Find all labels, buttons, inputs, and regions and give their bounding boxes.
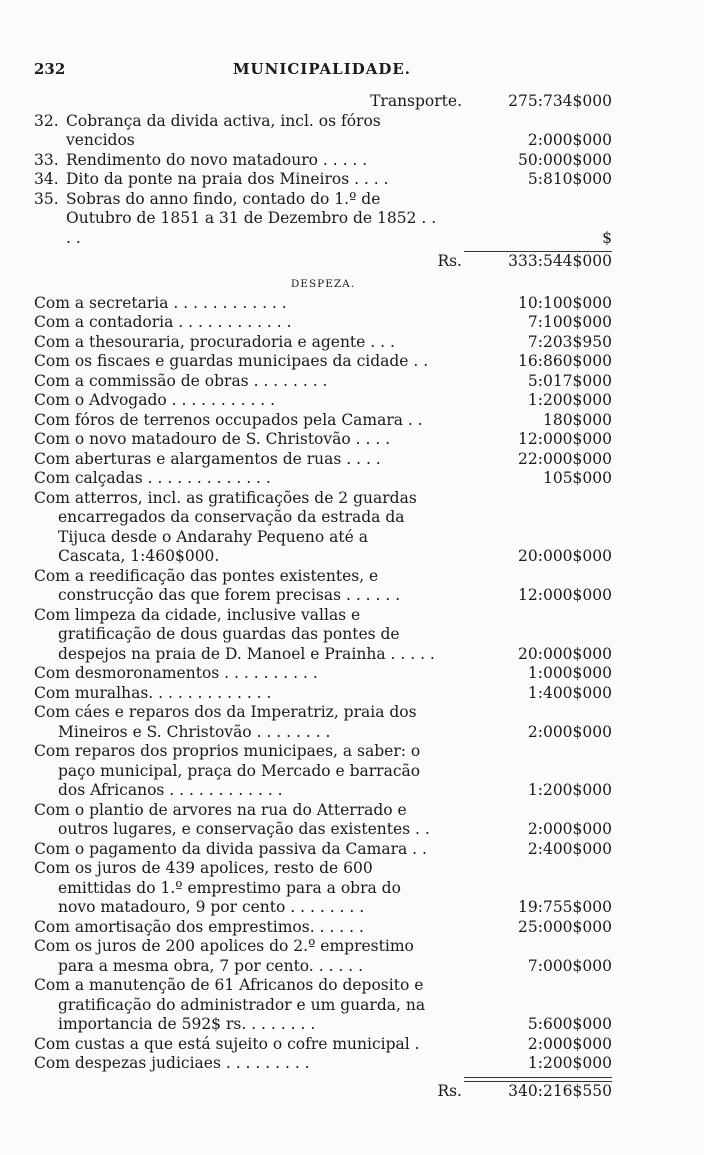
despeza-total-amount: 340:216$550: [508, 1081, 612, 1100]
despeza-item-amount: 2:000$000: [527, 722, 612, 741]
despeza-item-amount: 105$000: [542, 469, 612, 487]
despeza-item-text: Com a secretaria . . . . . . . . . . . .: [34, 293, 287, 312]
despeza-item-text: Com despezas judiciaes . . . . . . . . .: [34, 1054, 310, 1072]
despeza-item-text: Com os fiscaes e guardas municipaes da cidade . .: [34, 352, 429, 370]
despeza-item-text: Com o Advogado . . . . . . . . . . .: [34, 391, 276, 409]
despeza-item-text: Com desmoronamentos . . . . . . . . . .: [34, 664, 318, 682]
despeza-item-text: Com o novo matadouro de S. Christovão . . . .: [34, 430, 391, 448]
despeza-item: [34, 567, 612, 606]
despeza-item-amount: 1:200$000: [527, 391, 612, 409]
despeza-item-amount: 20:000$000: [518, 547, 612, 565]
despeza-item: [34, 489, 612, 567]
despeza-item-text: Com a manutenção de 61 Africanos do deposito e gratificação do administrador e um guarda, na importancia de 592$ rs. . . . . . . .: [34, 976, 426, 1033]
despeza-item: [34, 801, 612, 840]
despeza-item-text: Com o plantio de arvores na rua do Atterrado e outros lugares, e conservação das existentes . .: [34, 800, 430, 838]
despeza-item-amount: 1:200$000: [527, 1054, 612, 1072]
despeza-item-text: Com a reedificação das pontes existentes, e construcção das que forem precisas . . . . . .: [34, 566, 401, 604]
despeza-item: [34, 606, 612, 665]
receita-item-amount: $: [602, 228, 612, 247]
receita-item-number: 34.: [34, 170, 59, 188]
despeza-item: [34, 294, 612, 314]
receita-item-amount: 5:810$000: [527, 170, 612, 188]
despeza-item: [34, 1035, 612, 1055]
despeza-item: [34, 1054, 612, 1074]
page-title: MUNICIPALIDADE.: [232, 60, 412, 78]
despeza-item-text: Com a thesouraria, procuradoria e agente . . .: [34, 332, 395, 351]
receita-item-text: Cobrança da divida activa, incl. os fóros vencidos: [66, 111, 381, 149]
despeza-item-amount: 10:100$000: [518, 293, 612, 312]
despeza-item: [34, 840, 612, 860]
despeza-item: [34, 333, 612, 353]
despeza-item-amount: 20:000$000: [518, 644, 612, 663]
transporte-amount: 275:734$000: [508, 92, 612, 110]
despeza-item-text: Com fóros de terrenos occupados pela Camara . .: [34, 410, 423, 429]
despeza-total-row: [34, 1082, 612, 1102]
receita-item: [34, 190, 612, 249]
despeza-item: [34, 859, 612, 918]
despeza-item-text: Com limpeza da cidade, inclusive vallas e gratificação de dous guardas das pontes de despejos na praia de D. Manoel e Prainha . . . . .: [34, 605, 435, 663]
receita-item-label: [34, 190, 612, 249]
receita-item: [34, 112, 612, 151]
despeza-item: [34, 684, 612, 704]
receita-items: [34, 112, 612, 249]
despeza-item-amount: 7:203$950: [527, 332, 612, 351]
despeza-item-text: Com a contadoria . . . . . . . . . . . .: [34, 313, 292, 331]
despeza-heading: DESPEZA.: [290, 277, 356, 290]
despeza-item-amount: 1:400$000: [527, 683, 612, 702]
receita-total-label: Rs.: [437, 252, 462, 270]
receita-item-text: Rendimento do novo matadouro . . . . .: [66, 150, 368, 169]
despeza-item-text: Com reparos dos proprios municipaes, a saber: o paço municipal, praça do Mercado e barracão dos Africanos . . . . . . . . . . . .: [34, 742, 421, 799]
despeza-items: [34, 294, 612, 1074]
despeza-item: [34, 742, 612, 801]
receita-section: [34, 92, 612, 1101]
receita-item-number: 32.: [34, 111, 59, 130]
despeza-item-amount: 5:600$000: [527, 1015, 612, 1033]
despeza-item: [34, 372, 612, 392]
page-number: 232: [34, 60, 66, 78]
despeza-item-amount: 2:400$000: [527, 839, 612, 858]
despeza-item: [34, 313, 612, 333]
receita-item-text: Dito da ponte na praia dos Mineiros . . . .: [66, 170, 389, 188]
receita-item-number: 35.: [34, 189, 59, 208]
despeza-item-amount: 22:000$000: [518, 449, 612, 468]
despeza-item-text: Com calçadas . . . . . . . . . . . . .: [34, 469, 271, 487]
despeza-item-text: Com os juros de 439 apolices, resto de 600 emittidas do 1.º emprestimo para a obra do novo matadouro, 9 por cento . . . . . . . .: [34, 859, 401, 916]
despeza-item-amount: 5:017$000: [527, 371, 612, 390]
despeza-item: [34, 469, 612, 489]
transporte-row: [34, 92, 612, 112]
despeza-item-text: Com o pagamento da divida passiva da Camara . .: [34, 839, 427, 858]
despeza-item-amount: 180$000: [542, 410, 612, 429]
despeza-item-amount: 2:000$000: [527, 1034, 612, 1053]
despeza-item-amount: 25:000$000: [518, 917, 612, 936]
despeza-item-amount: 7:000$000: [527, 956, 612, 975]
despeza-item-amount: 2:000$000: [527, 820, 612, 838]
receita-item-number: 33.: [34, 150, 59, 169]
despeza-item: [34, 664, 612, 684]
receita-total-amount: 333:544$000: [508, 252, 612, 270]
despeza-item-amount: 12:000$000: [518, 430, 612, 448]
receita-item-amount: 50:000$000: [518, 150, 612, 169]
transporte-label: Transporte.: [370, 92, 462, 110]
despeza-item-text: Com custas a que está sujeito o cofre municipal .: [34, 1034, 420, 1053]
despeza-item: [34, 703, 612, 742]
despeza-item: [34, 918, 612, 938]
receita-item-label: [34, 170, 612, 190]
despeza-item: [34, 391, 612, 411]
despeza-item-amount: 19:755$000: [518, 898, 612, 916]
despeza-item: [34, 450, 612, 470]
receita-item: [34, 151, 612, 171]
page-header: [34, 60, 610, 84]
despeza-item-text: Com cáes e reparos dos da Imperatriz, praia dos Mineiros e S. Christovão . . . . . . . .: [34, 703, 417, 741]
despeza-total-label: Rs.: [437, 1081, 462, 1100]
despeza-item: [34, 430, 612, 450]
despeza-item-amount: 1:200$000: [527, 781, 612, 799]
receita-total-row: [34, 252, 612, 272]
despeza-item-amount: 1:000$000: [527, 664, 612, 682]
despeza-item-text: Com a commissão de obras . . . . . . . .: [34, 371, 328, 390]
despeza-item-text: Com amortisação dos emprestimos. . . . . .: [34, 917, 364, 936]
receita-item: [34, 170, 612, 190]
despeza-item: [34, 352, 612, 372]
despeza-item-amount: 12:000$000: [518, 586, 612, 604]
despeza-item-text: Com atterros, incl. as gratificações de 2 guardas encarregados da conservação da estrada da Tijuca desde o Andarahy Pequeno até a Cascata, 1:460$000.: [34, 488, 417, 565]
despeza-item: [34, 976, 612, 1035]
receita-item-amount: 2:000$000: [527, 131, 612, 149]
despeza-item-text: Com aberturas e alargamentos de ruas . . . .: [34, 449, 381, 468]
despeza-item-amount: 16:860$000: [518, 352, 612, 370]
despeza-item: [34, 937, 612, 976]
receita-item-label: [34, 112, 612, 151]
receita-item-text: Sobras do anno findo, contado do 1.º de Outubro de 1851 a 31 de Dezembro de 1852 . . . .: [66, 189, 437, 247]
despeza-item-text: Com muralhas. . . . . . . . . . . . .: [34, 683, 272, 702]
despeza-item-text: Com os juros de 200 apolices do 2.º emprestimo para a mesma obra, 7 por cento. . . . . .: [34, 937, 414, 975]
despeza-item: [34, 411, 612, 431]
despeza-item-amount: 7:100$000: [527, 313, 612, 331]
